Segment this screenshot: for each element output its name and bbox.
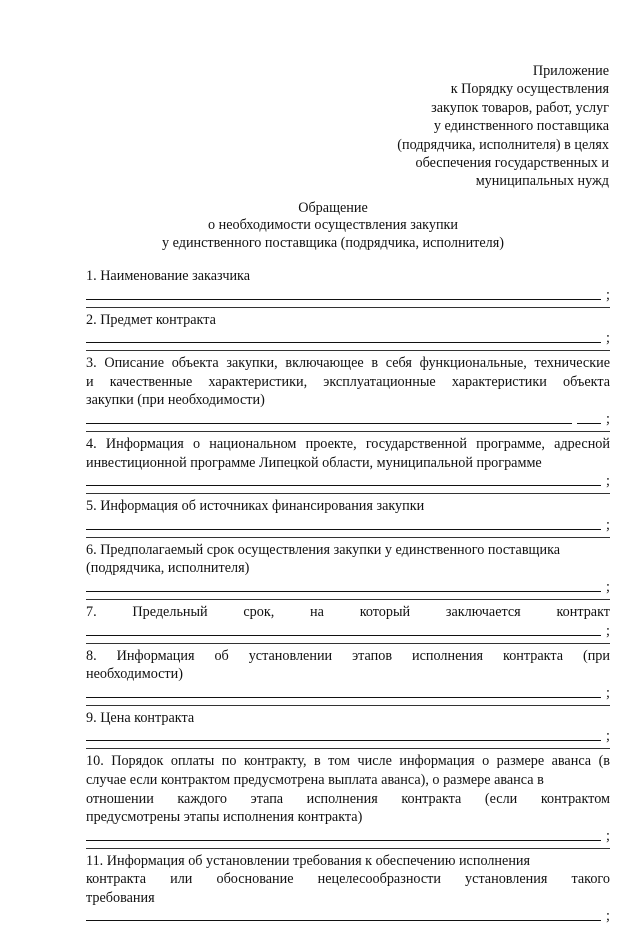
item-text-line: 7. Предельный срок, на который заключается контракт [86, 603, 610, 620]
appendix-line: (подрядчика, исполнителя) в целях [397, 136, 609, 153]
item-divider [86, 537, 610, 538]
line-terminator: ; [606, 622, 610, 639]
answer-field[interactable] [86, 516, 610, 534]
item-text-line: 4. Информация о национальном проекте, государственной программе, адресной [86, 435, 610, 452]
item-text-line: закупки (при необходимости) [86, 392, 265, 409]
line-terminator: ; [606, 286, 610, 303]
item-divider [86, 493, 610, 494]
answer-field[interactable] [86, 827, 610, 845]
answer-field[interactable] [86, 907, 610, 925]
item-text-line: необходимости) [86, 666, 183, 683]
answer-underline [86, 342, 601, 343]
answer-underline [86, 920, 601, 921]
item-text-line: (подрядчика, исполнителя) [86, 560, 250, 577]
item-divider [86, 848, 610, 849]
form-item [86, 647, 610, 702]
appendix-line: муниципальных нужд [475, 173, 609, 190]
answer-underline [86, 299, 601, 300]
item-text-line: 11. Информация об установлении требования к обеспечению исполнения [86, 852, 531, 869]
item-text-line: случае если контрактом предусмотрена выплата аванса), о размере аванса в [86, 771, 544, 788]
form-item [86, 541, 610, 596]
title-line: Обращение [298, 200, 368, 216]
item-text-line: инвестиционной программе Липецкой области, муниципальной программе [86, 454, 542, 471]
answer-underline [86, 529, 601, 530]
item-divider [86, 748, 610, 749]
answer-field[interactable] [86, 286, 610, 304]
item-divider [86, 705, 610, 706]
form-item [86, 311, 610, 348]
item-text-line: предусмотрены этапы исполнения контракта) [86, 809, 363, 826]
answer-underline [86, 485, 601, 486]
form-item [86, 752, 610, 844]
answer-field[interactable] [86, 684, 610, 702]
item-text-line: и качественные характеристики, эксплуатационные характеристики объекта [86, 373, 610, 390]
answer-underline [86, 423, 572, 424]
line-terminator: ; [606, 827, 610, 844]
item-text-line: 10. Порядок оплаты по контракту, в том числе информация о размере аванса (в [86, 753, 610, 770]
line-terminator: ; [606, 728, 610, 745]
appendix-line: к Порядку осуществления [450, 81, 609, 98]
item-divider [86, 431, 610, 432]
line-terminator: ; [606, 684, 610, 701]
item-text-line: 9. Цена контракта [86, 709, 195, 726]
appendix-line: Приложение [532, 63, 609, 79]
line-terminator: ; [606, 330, 610, 347]
answer-field[interactable] [86, 410, 610, 428]
line-terminator: ; [606, 578, 610, 595]
line-terminator: ; [606, 908, 610, 925]
answer-field[interactable] [86, 329, 610, 347]
appendix-line: обеспечения государственных и [415, 154, 609, 171]
item-text-line: отношении каждого этапа исполнения контракта (если контрактом [86, 790, 610, 807]
item-divider [86, 643, 610, 644]
form-item [86, 435, 610, 490]
answer-field[interactable] [86, 578, 610, 596]
form-item [86, 709, 610, 746]
answer-underline [86, 840, 601, 841]
item-text-line: 3. Описание объекта закупки, включающее в себя функциональные, технические [86, 355, 610, 372]
item-divider [86, 599, 610, 600]
line-terminator: ; [606, 516, 610, 533]
answer-underline [86, 635, 601, 636]
answer-field[interactable] [86, 472, 610, 490]
document-title [0, 200, 640, 252]
appendix-header [397, 62, 609, 191]
title-line: о необходимости осуществления закупки [207, 217, 459, 234]
line-terminator: ; [606, 410, 610, 427]
item-text-line: 5. Информация об источниках финансирования закупки [86, 498, 425, 515]
form-item [86, 497, 610, 534]
form-item [86, 267, 610, 304]
item-text-line: контракта или обоснование нецелесообразности установления такого [86, 871, 610, 888]
appendix-line: у единственного поставщика [433, 118, 609, 135]
item-text-line: 2. Предмет контракта [86, 311, 216, 328]
answer-underline-tail [577, 423, 601, 424]
item-divider [86, 350, 610, 351]
line-terminator: ; [606, 473, 610, 490]
form-item [86, 603, 610, 640]
form-item [86, 354, 610, 428]
answer-underline [86, 740, 601, 741]
item-divider [86, 307, 610, 308]
answer-underline [86, 697, 601, 698]
answer-underline [86, 591, 601, 592]
answer-field[interactable] [86, 622, 610, 640]
item-text-line: 8. Информация об установлении этапов исполнения контракта (при [86, 647, 610, 664]
appendix-line: закупок товаров, работ, услуг [431, 99, 609, 116]
form-item [86, 852, 610, 926]
item-text-line: 6. Предполагаемый срок осуществления закупки у единственного поставщика [86, 541, 561, 558]
answer-field[interactable] [86, 727, 610, 745]
item-text-line: 1. Наименование заказчика [86, 268, 251, 284]
form-items [86, 267, 610, 932]
title-line: у единственного поставщика (подрядчика, исполнителя) [161, 234, 505, 251]
item-text-line: требования [86, 889, 155, 906]
